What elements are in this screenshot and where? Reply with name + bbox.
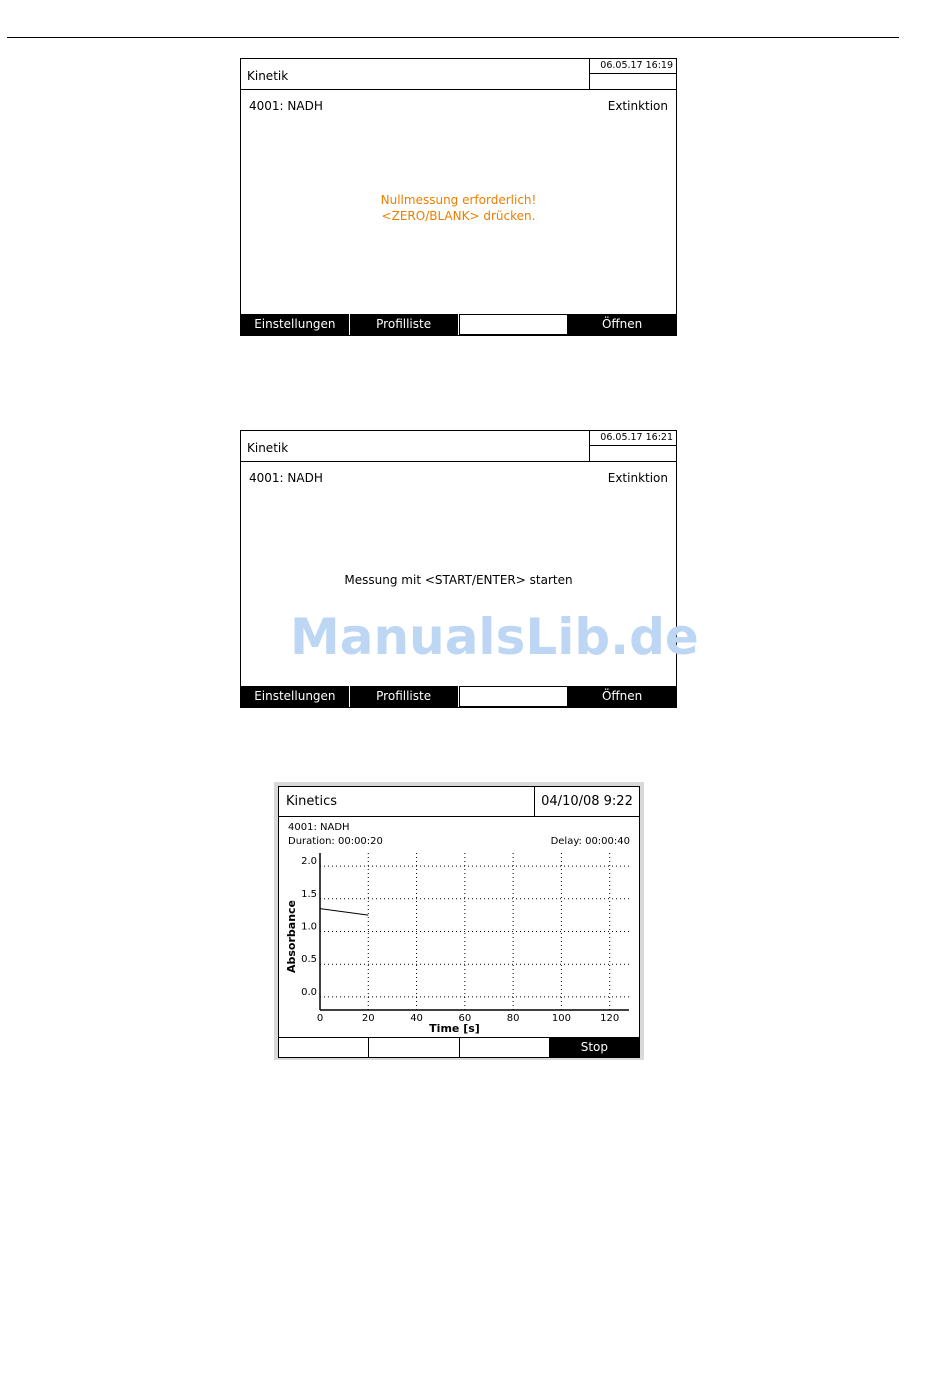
window-title: Kinetik <box>247 441 289 455</box>
measurement-mode: Extinktion <box>607 99 668 113</box>
screen-start-measurement <box>240 430 677 708</box>
softkey-bar <box>241 314 676 335</box>
absorbance-chart <box>279 787 639 1037</box>
empty-softkey[interactable] <box>459 686 569 707</box>
x-tick-label: 40 <box>410 1013 423 1024</box>
x-tick-label: 0 <box>316 1013 324 1024</box>
datetime-box <box>589 431 676 461</box>
empty-softkey-1[interactable] <box>279 1038 369 1057</box>
y-tick-label: 0.5 <box>301 954 317 966</box>
empty-softkey[interactable] <box>459 314 569 335</box>
start-message: Messung mit <START/ENTER> starten <box>344 573 573 587</box>
watermark: ManualsLib.de <box>290 608 699 666</box>
stop-softkey[interactable]: Stop <box>550 1038 639 1057</box>
zero-warning-message <box>241 192 676 224</box>
header-rule <box>7 37 899 38</box>
datetime: 06.05.17 16:19 <box>600 60 673 71</box>
window-title: Kinetik <box>247 69 289 83</box>
profile-list-softkey[interactable]: Profilliste <box>350 686 459 707</box>
settings-softkey[interactable]: Einstellungen <box>241 686 350 707</box>
title-bar <box>241 59 676 90</box>
measurement-mode: Extinktion <box>607 471 668 485</box>
y-tick-label: 1.0 <box>301 921 317 933</box>
duration-label: Duration: 00:00:20 <box>288 836 383 847</box>
y-tick-label: 2.0 <box>301 856 317 868</box>
empty-softkey-2[interactable] <box>369 1038 459 1057</box>
x-tick-label: 100 <box>551 1013 571 1024</box>
x-tick-label: 20 <box>361 1013 375 1024</box>
profile-list-softkey[interactable]: Profilliste <box>350 314 459 335</box>
title-bar <box>241 431 676 462</box>
y-tick-label: 0.0 <box>301 986 317 998</box>
screen-zero-required <box>240 58 677 336</box>
method-label: 4001: NADH <box>249 471 323 485</box>
warning-line-2: <ZERO/BLANK> drücken. <box>381 209 536 223</box>
x-tick-label: 60 <box>458 1013 472 1024</box>
datetime: 04/10/08 9:22 <box>534 787 639 816</box>
method-label: 4001: NADH <box>249 99 323 113</box>
datetime-divider <box>590 445 676 446</box>
open-softkey[interactable]: Öffnen <box>568 314 676 335</box>
y-axis-label: Absorbance <box>285 899 298 974</box>
datetime-divider <box>590 73 676 74</box>
settings-softkey[interactable]: Einstellungen <box>241 314 350 335</box>
datetime-box <box>589 59 676 89</box>
open-softkey[interactable]: Öffnen <box>568 686 676 707</box>
absorbance-series-line <box>320 909 368 916</box>
x-tick-label: 120 <box>600 1013 620 1024</box>
x-axis-label: Time [s] <box>429 1022 480 1035</box>
empty-softkey-3[interactable] <box>460 1038 550 1057</box>
y-tick-label: 1.5 <box>301 888 317 900</box>
softkey-bar <box>279 1037 639 1057</box>
softkey-bar <box>241 686 676 707</box>
screen-kinetics-chart <box>278 786 640 1058</box>
delay-label: Delay: 00:00:40 <box>550 836 630 847</box>
x-tick-label: 80 <box>506 1013 520 1024</box>
method-label: 4001: NADH <box>288 822 350 833</box>
window-title: Kinetics <box>286 794 338 809</box>
datetime: 06.05.17 16:21 <box>600 432 673 443</box>
warning-line-1: Nullmessung erforderlich! <box>380 193 537 207</box>
